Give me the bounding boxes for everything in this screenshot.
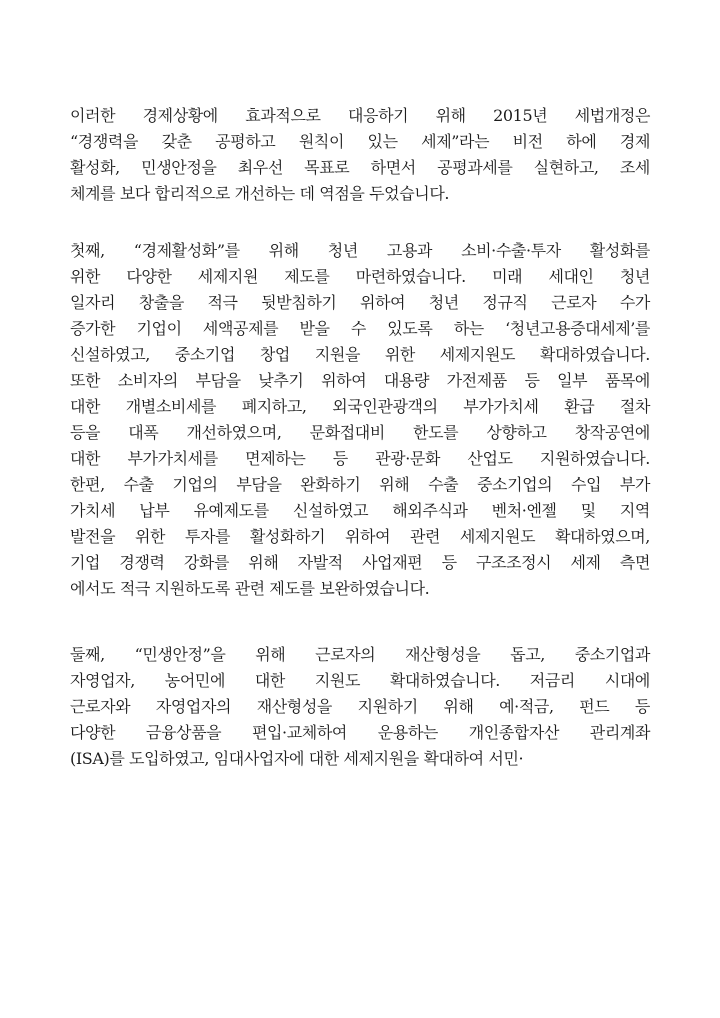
text-line: 또한 소비자의 부담을 낮추기 위하여 대용량 가전제품 등 일부 품목에 [70,371,650,390]
text-line: 근로자와 자영업자의 재산형성을 지원하기 위해 예·적금, 펀드 등 [70,697,650,716]
text-line: 일자리 창출을 적극 뒷받침하기 위하여 청년 정규직 근로자 수가 [70,293,650,312]
text-line: (ISA)를 도입하였고, 임대사업자에 대한 세제지원을 확대하여 서민· [70,749,524,768]
text-line: 첫째, “경제활성화”를 위해 청년 고용과 소비·수출·투자 활성화를 [70,241,650,260]
paragraph-livelihood-stability [70,642,650,772]
text-line: 증가한 기업이 세액공제를 받을 수 있도록 하는 ‘청년고용증대세제’를 [70,319,650,338]
text-line: 활성화, 민생안정을 최우선 목표로 하면서 공평과세를 실현하고, 조세 [70,158,650,177]
paragraph-economic-revitalization [70,238,650,602]
text-line: 자영업자, 농어민에 대한 지원도 확대하였습니다. 저금리 시대에 [70,671,650,690]
text-line: 대한 부가가치세를 면제하는 등 관광·문화 산업도 지원하였습니다. [70,449,650,468]
text-line: 이러한 경제상황에 효과적으로 대응하기 위해 2015년 세법개정은 [70,106,650,125]
text-line: 에서도 적극 지원하도록 관련 제도를 보완하였습니다. [70,579,430,598]
paragraph-intro [70,103,650,207]
text-line: 한편, 수출 기업의 부담을 완화하기 위해 수출 중소기업의 수입 부가 [70,475,650,494]
text-line: 기업 경쟁력 강화를 위해 자발적 사업재편 등 구조조정시 세제 측면 [70,553,650,572]
text-line: 신설하였고, 중소기업 창업 지원을 위한 세제지원도 확대하였습니다. [70,345,650,364]
text-line: 둘째, “민생안정”을 위해 근로자의 재산형성을 돕고, 중소기업과 [70,645,650,664]
text-line: 체계를 보다 합리적으로 개선하는 데 역점을 두었습니다. [70,184,450,203]
text-line: 위한 다양한 세제지원 제도를 마련하였습니다. 미래 세대인 청년 [70,267,650,286]
text-line: 등을 대폭 개선하였으며, 문화접대비 한도를 상향하고 창작공연에 [70,423,650,442]
text-line: 대한 개별소비세를 폐지하고, 외국인관광객의 부가가치세 환급 절차 [70,397,650,416]
text-line: 발전을 위한 투자를 활성화하기 위하여 관련 세제지원도 확대하였으며, [70,527,650,546]
text-line: “경쟁력을 갖춘 공평하고 원칙이 있는 세제”라는 비전 하에 경제 [70,132,650,151]
text-line: 가치세 납부 유예제도를 신설하였고 해외주식과 벤처·엔젤 및 지역 [70,501,650,520]
text-line: 다양한 금융상품을 편입·교체하여 운용하는 개인종합자산 관리계좌 [70,723,650,742]
